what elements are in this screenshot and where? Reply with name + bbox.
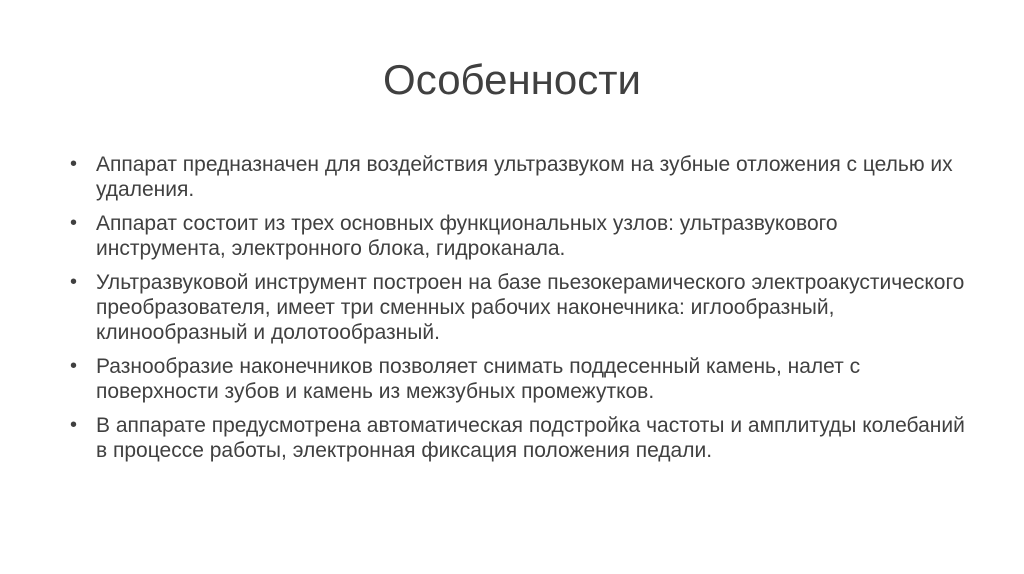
bullet-text: Аппарат состоит из трех основных функциональных узлов: ультразвукового инструмента, электронного блока, гидроканала. [96,212,838,260]
bullet-text: В аппарате предусмотрена автоматическая подстройка частоты и амплитуды колебаний в процессе работы, электронная фиксация положения педали. [96,414,965,462]
bullet-text: Разнообразие наконечников позволяет снимать поддесенный камень, налет с поверхности зубов и камень из межзубных промежутков. [96,355,861,403]
slide-title: Особенности [383,56,641,103]
bullet-point-icon: • [70,271,78,293]
bullet-point-icon: • [70,153,78,175]
bullet-point-icon: • [70,355,78,377]
bullet-item [70,152,970,202]
bullet-item [70,413,970,463]
bullet-item [70,354,970,404]
bullet-point-icon: • [70,212,78,234]
bullet-text: Ультразвуковой инструмент построен на базе пьезокерамического электроакустического преобразователя, имеет три сменных рабочих наконечника: иглообразный, клинообразный и долотообразный. [96,271,965,344]
bullet-point-icon: • [70,414,78,436]
bullet-text: Аппарат предназначен для воздействия ультразвуком на зубные отложения с целью их удаления. [96,153,953,201]
bullet-item [70,270,970,345]
bullet-list [70,152,970,472]
bullet-item [70,211,970,261]
